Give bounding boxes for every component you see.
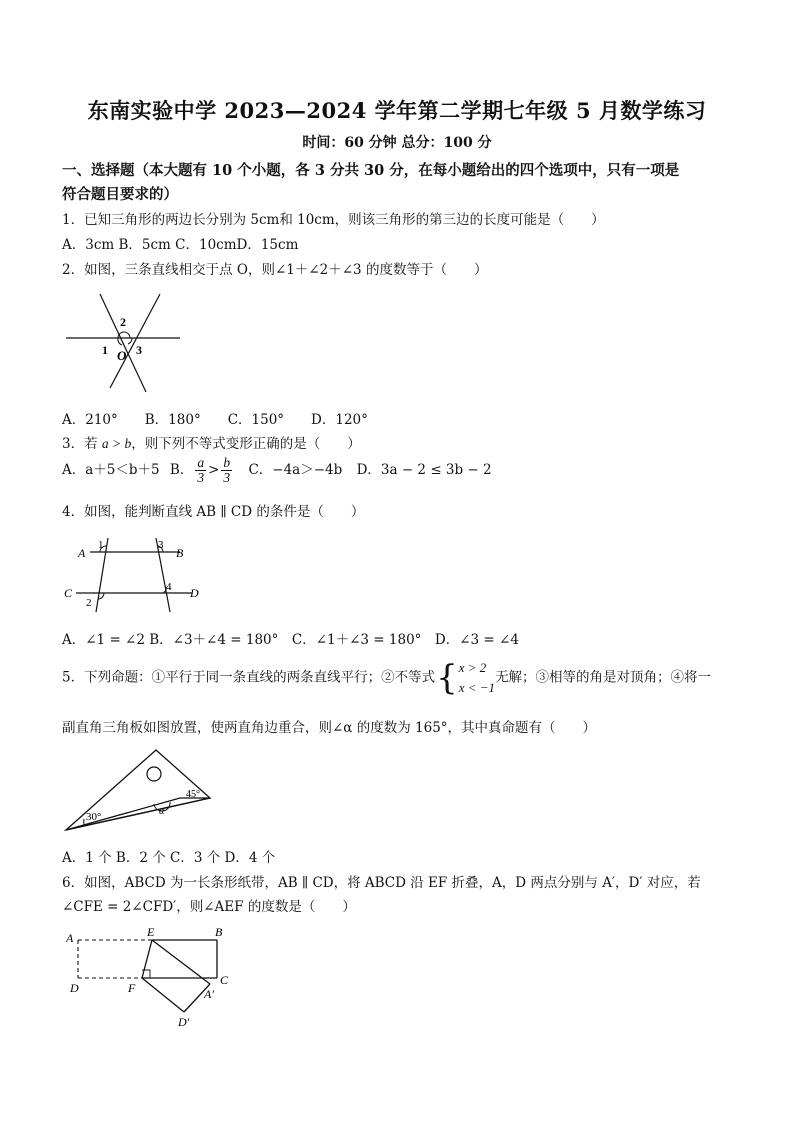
q3-stem-pre: 3．若 [62, 436, 102, 452]
q4-figure [62, 530, 212, 620]
exam-subtitle: 时间：60 分钟 总分：100 分 [302, 135, 492, 151]
q3-stem-math: a > b [101, 436, 132, 451]
q2-stem: 2．如图，三条直线相交于点 O，则∠1＋∠2＋∠3 的度数等于（ ） [62, 262, 488, 278]
q4-label-a: A [78, 546, 86, 560]
q2-label-2: 2 [120, 315, 126, 329]
q2-figure [62, 288, 182, 396]
q5-stem-pre: 5．下列命题：①平行于同一条直线的两条直线平行；②不等式 [62, 669, 436, 686]
section-heading-line1: 一、选择题（本大题有 10 个小题，各 3 分共 30 分，在每小题给出的四个选项中，只有一项是 [62, 162, 680, 179]
q5-stem [62, 658, 711, 698]
q4-label-c: C [64, 586, 73, 600]
q4-options: A．∠1 = ∠2 B．∠3＋∠4 = 180° C．∠1＋∠3 = 180° D．∠3 = ∠4 [62, 632, 519, 648]
q3-frac-a-num: a [197, 455, 205, 470]
q4-label-3: 3 [158, 539, 164, 551]
q4-label-b: B [176, 546, 184, 560]
q6-stem-line1: 6．如图，ABCD 为一长条形纸带，AB ∥ CD，将 ABCD 沿 EF 折叠，A，D 两点分别与 A′，D′ 对应，若 [62, 875, 701, 891]
q4-label-1: 1 [98, 539, 104, 551]
q1-options: A．3cm B．5cm C．10cmD．15cm [62, 237, 299, 253]
q3-stem-post: ，则下列不等式变形正确的是（ ） [131, 436, 361, 452]
q3-option-c: C．−4a＞−4b [248, 462, 343, 478]
q4-label-2: 2 [86, 597, 92, 609]
q3-options: A．a＋5＜b＋5 B． $\frac{a}{3}$ > $\frac{b}{3}$ C．−4a＞−4b D．3a − 2 ≤ 3b − 2 [62, 455, 492, 485]
q6-label-f: F [128, 981, 136, 995]
q3-frac-a [195, 456, 206, 485]
q6-label-d: D [70, 981, 79, 995]
q6-label-a-prime: A′ [204, 987, 214, 1001]
q3-frac-a-den: 3 [197, 470, 205, 485]
q5-stem-post: 无解；③相等的角是对顶角；④将一 [495, 669, 712, 686]
q5-label-alpha: α [159, 806, 165, 817]
q5-brace: { [436, 658, 458, 698]
q3-option-a: A．a＋5＜b＋5 [62, 462, 160, 478]
q5-figure [62, 746, 214, 836]
q5-sys-top: x > 2 [458, 660, 487, 675]
q3-frac-b-num: b [223, 455, 231, 470]
q3-frac-b [221, 456, 232, 485]
q5-label-45: 45° [186, 789, 200, 800]
exam-title: 东南实验中学 2023—2024 学年第二学期七年级 5 月数学练习 [87, 98, 707, 123]
q5-sys-bottom: x < −1 [458, 680, 496, 695]
q2-label-o: O [117, 348, 127, 363]
q6-label-b: B [215, 925, 223, 939]
q6-label-e: E [147, 925, 155, 939]
section-heading-line2: 符合题目要求的） [62, 186, 178, 203]
q6-label-d-prime: D′ [178, 1015, 190, 1029]
q2-options: A．210° B．180° C．150° D．120° [62, 412, 368, 428]
q4-stem: 4．如图，能判断直线 AB ∥ CD 的条件是（ ） [62, 504, 365, 520]
q6-stem-line2: ∠CFE = 2∠CFD′，则∠AEF 的度数是（ ） [62, 899, 356, 915]
q4-label-4: 4 [166, 581, 172, 593]
q3-stem [62, 432, 361, 452]
q2-label-1: 1 [102, 343, 108, 357]
q2-label-3: 3 [136, 343, 142, 357]
q5-system [459, 658, 495, 698]
q6-label-a: A [66, 931, 74, 945]
q5-label-30: 30° [86, 811, 102, 823]
q3-option-d: D．3a − 2 ≤ 3b − 2 [356, 462, 492, 478]
q5-stem-line2: 副直角三角板如图放置，使两直角边重合，则∠α 的度数为 165°，其中真命题有（ ） [62, 720, 597, 736]
q4-label-d: D [190, 586, 199, 600]
q1-stem: 1．已知三角形的两边长分别为 5cm和 10cm，则该三角形的第三边的长度可能是（ ） [62, 212, 605, 228]
q5-options: A．1 个 B．2 个 C．3 个 D．4 个 [62, 850, 276, 866]
q6-figure [62, 922, 242, 1032]
q3-option-b-label: B． [169, 462, 194, 478]
q6-label-c: C [220, 973, 229, 987]
q3-frac-b-den: 3 [223, 470, 231, 485]
